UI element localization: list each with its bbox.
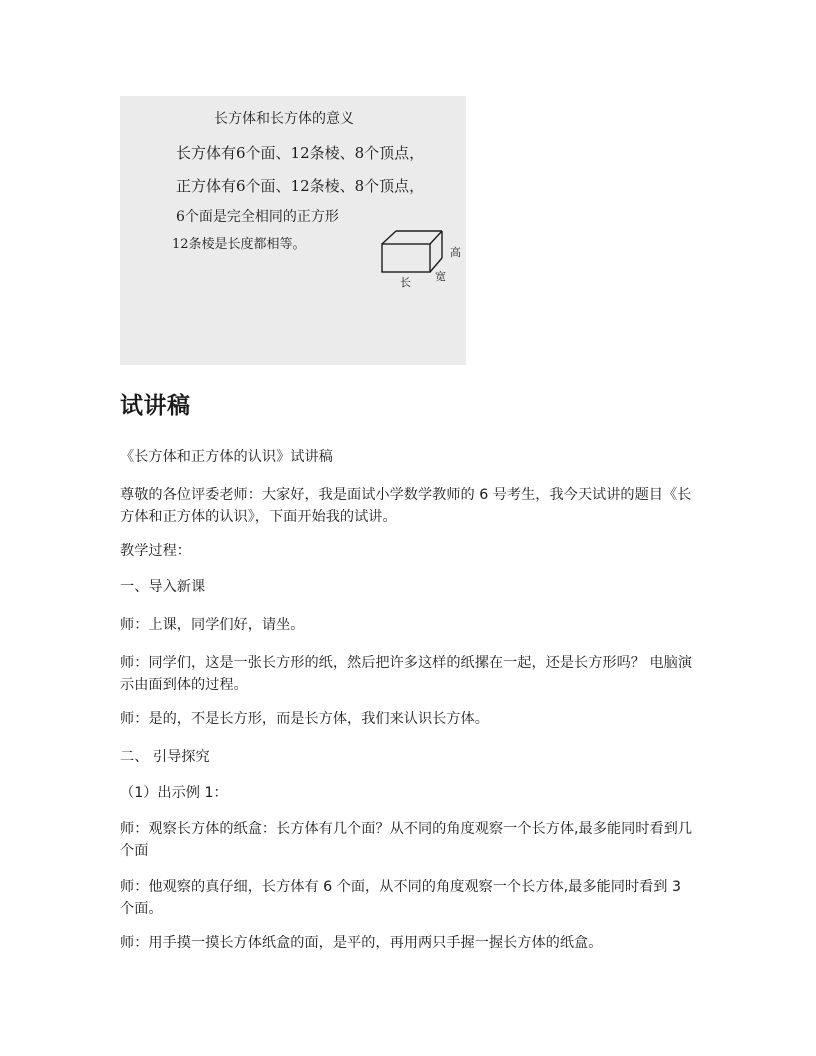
teacher-line-4: 师：观察长方体的纸盒：长方体有几个面？从不同的角度观察一个长方体,最多能同时看到几个面 (120, 821, 693, 859)
intro-paragraph: 尊敬的各位评委老师：大家好，我是面试小学数学教师的 6 号考生，我今天试讲的题目《长方体和正方体的认识》，下面开始我的试讲。 (120, 487, 692, 525)
teacher-line-5: 师：他观察的真仔细，长方体有 6 个面，从不同的角度观察一个长方体,最多能同时看到 3 个面。 (120, 879, 682, 917)
teacher-line-1: 师：上课，同学们好，请坐。 (120, 617, 305, 633)
teacher-line-2: 师：同学们，这是一张长方形的纸，然后把许多这样的纸摞在一起，还是长方形吗？ 电脑演示由面到体的过程。 (120, 655, 693, 693)
handwritten-notes-photo (120, 96, 466, 365)
notes-title: 长方体和长方体的意义 (214, 111, 354, 127)
lecture-title: 《长方体和正方体的认识》试讲稿 (120, 449, 333, 465)
notes-line-3: 6个面是完全相同的正方形 (176, 209, 339, 225)
section-two-heading: 二、 引导探究 (120, 749, 210, 765)
example-label: （1）出示例 1： (120, 785, 228, 801)
notes-line-4: 12条棱是长度都相等。 (172, 237, 306, 252)
notes-line-2: 正方体有6个面、12条棱、8个顶点， (176, 177, 425, 195)
cuboid-height-label: 高 (450, 246, 461, 259)
process-label: 教学过程： (120, 543, 191, 559)
handwritten-notes-drawing (120, 96, 466, 365)
page-heading: 试讲稿 (120, 393, 191, 419)
teacher-line-6: 师：用手摸一摸长方体纸盒的面，是平的，再用两只手握一握长方体的纸盒。 (120, 935, 603, 951)
notes-line-1: 长方体有6个面、12条棱、8个顶点， (176, 144, 425, 162)
cuboid-width-label: 宽 (435, 270, 446, 283)
section-one-heading: 一、导入新课 (120, 579, 206, 595)
cuboid-length-label: 长 (400, 276, 411, 289)
teacher-line-3: 师：是的，不是长方形，而是长方体，我们来认识长方体。 (120, 711, 489, 727)
